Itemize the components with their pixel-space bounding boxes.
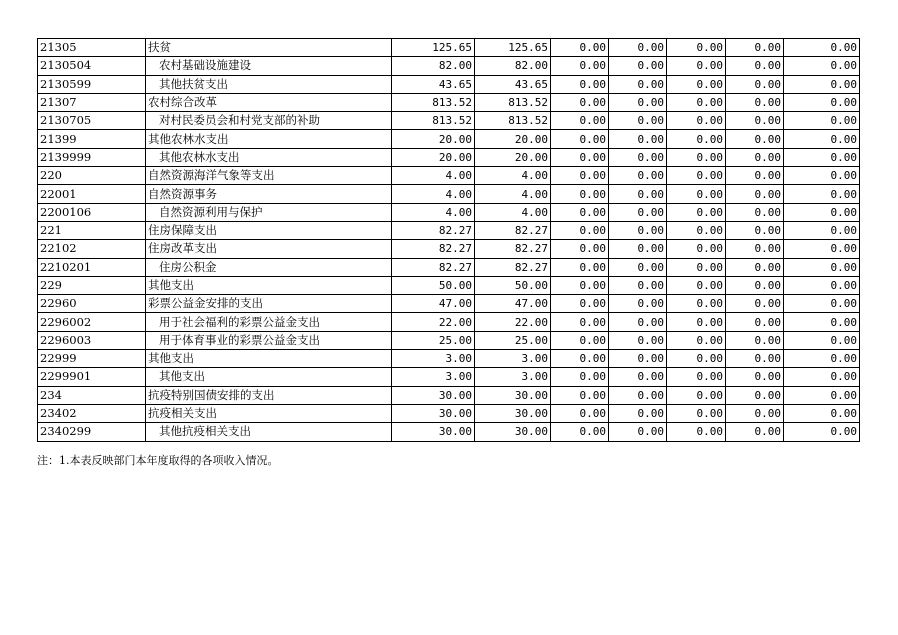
subject-name-cell: 住房保障支出 [146,221,392,239]
subject-code-cell: 21307 [38,93,146,111]
amount-cell: 0.00 [667,185,726,203]
amount-cell: 4.00 [392,185,475,203]
amount-cell: 0.00 [784,331,860,349]
amount-cell: 0.00 [784,423,860,441]
subject-code-cell: 2130705 [38,112,146,130]
amount-cell: 3.00 [392,368,475,386]
amount-cell: 3.00 [475,350,551,368]
amount-cell: 0.00 [667,221,726,239]
subject-name-cell: 自然资源事务 [146,185,392,203]
amount-cell: 0.00 [726,423,784,441]
amount-cell: 4.00 [475,203,551,221]
amount-cell: 20.00 [392,130,475,148]
subject-name-cell: 其他支出 [146,276,392,294]
amount-cell: 0.00 [784,93,860,111]
amount-cell: 0.00 [609,276,667,294]
subject-code-cell: 234 [38,386,146,404]
amount-cell: 0.00 [726,331,784,349]
table-row [38,130,860,148]
amount-cell: 30.00 [392,386,475,404]
amount-cell: 0.00 [609,386,667,404]
amount-cell: 0.00 [667,276,726,294]
subject-name-cell: 其他抗疫相关支出 [146,423,392,441]
amount-cell: 0.00 [784,39,860,57]
amount-cell: 813.52 [475,112,551,130]
subject-code-cell: 21305 [38,39,146,57]
subject-name-cell: 扶贫 [146,39,392,57]
amount-cell: 0.00 [551,221,609,239]
amount-cell: 0.00 [784,404,860,422]
amount-cell: 0.00 [609,350,667,368]
amount-cell: 0.00 [551,258,609,276]
table-row [38,423,860,441]
amount-cell: 0.00 [667,368,726,386]
amount-cell: 0.00 [551,185,609,203]
amount-cell: 0.00 [784,295,860,313]
table-row [38,313,860,331]
table-row [38,295,860,313]
amount-cell: 0.00 [551,350,609,368]
subject-name-cell: 抗疫特别国债安排的支出 [146,386,392,404]
amount-cell: 0.00 [784,386,860,404]
amount-cell: 0.00 [784,313,860,331]
table-row [38,240,860,258]
amount-cell: 0.00 [609,423,667,441]
amount-cell: 43.65 [475,75,551,93]
amount-cell: 0.00 [551,130,609,148]
amount-cell: 0.00 [784,240,860,258]
amount-cell: 0.00 [551,39,609,57]
subject-code-cell: 2210201 [38,258,146,276]
amount-cell: 82.00 [475,57,551,75]
amount-cell: 0.00 [609,130,667,148]
amount-cell: 0.00 [667,295,726,313]
amount-cell: 0.00 [667,93,726,111]
amount-cell: 0.00 [726,185,784,203]
table-row [38,350,860,368]
table-row [38,148,860,166]
amount-cell: 0.00 [726,203,784,221]
amount-cell: 0.00 [667,386,726,404]
subject-name-cell: 用于体育事业的彩票公益金支出 [146,331,392,349]
amount-cell: 0.00 [667,130,726,148]
amount-cell: 0.00 [784,167,860,185]
amount-cell: 0.00 [667,39,726,57]
amount-cell: 47.00 [392,295,475,313]
amount-cell: 25.00 [392,331,475,349]
amount-cell: 813.52 [392,112,475,130]
amount-cell: 0.00 [667,203,726,221]
footnote: 注：1.本表反映部门本年度取得的各项收入情况。 [37,454,279,467]
amount-cell: 0.00 [609,404,667,422]
amount-cell: 20.00 [475,148,551,166]
amount-cell: 0.00 [609,148,667,166]
amount-cell: 0.00 [551,93,609,111]
amount-cell: 0.00 [667,404,726,422]
subject-code-cell: 229 [38,276,146,294]
subject-code-cell: 2139999 [38,148,146,166]
amount-cell: 0.00 [609,93,667,111]
amount-cell: 0.00 [551,148,609,166]
amount-cell: 0.00 [667,240,726,258]
amount-cell: 0.00 [609,57,667,75]
amount-cell: 0.00 [726,57,784,75]
amount-cell: 125.65 [475,39,551,57]
amount-cell: 813.52 [475,93,551,111]
amount-cell: 0.00 [726,295,784,313]
amount-cell: 30.00 [475,404,551,422]
amount-cell: 82.27 [392,240,475,258]
table-row [38,404,860,422]
amount-cell: 22.00 [392,313,475,331]
table-row [38,368,860,386]
table-row [38,386,860,404]
table-row [38,221,860,239]
amount-cell: 0.00 [609,167,667,185]
amount-cell: 50.00 [392,276,475,294]
amount-cell: 0.00 [667,112,726,130]
amount-cell: 43.65 [392,75,475,93]
subject-code-cell: 2200106 [38,203,146,221]
subject-name-cell: 对村民委员会和村党支部的补助 [146,112,392,130]
table-row [38,185,860,203]
amount-cell: 0.00 [551,75,609,93]
amount-cell: 0.00 [551,295,609,313]
table-row [38,39,860,57]
subject-name-cell: 用于社会福利的彩票公益金支出 [146,313,392,331]
amount-cell: 0.00 [726,130,784,148]
amount-cell: 0.00 [551,276,609,294]
amount-cell: 0.00 [609,258,667,276]
amount-cell: 22.00 [475,313,551,331]
amount-cell: 0.00 [726,313,784,331]
amount-cell: 0.00 [551,368,609,386]
subject-name-cell: 住房公积金 [146,258,392,276]
amount-cell: 0.00 [609,185,667,203]
amount-cell: 25.00 [475,331,551,349]
subject-code-cell: 21399 [38,130,146,148]
amount-cell: 0.00 [784,185,860,203]
amount-cell: 0.00 [667,423,726,441]
subject-name-cell: 其他支出 [146,350,392,368]
subject-code-cell: 2130599 [38,75,146,93]
subject-name-cell: 抗疫相关支出 [146,404,392,422]
amount-cell: 0.00 [667,75,726,93]
amount-cell: 4.00 [392,167,475,185]
table-body [38,39,860,442]
amount-cell: 0.00 [726,276,784,294]
amount-cell: 82.27 [475,240,551,258]
amount-cell: 0.00 [784,258,860,276]
amount-cell: 0.00 [784,148,860,166]
subject-name-cell: 其他扶贫支出 [146,75,392,93]
amount-cell: 0.00 [726,240,784,258]
amount-cell: 0.00 [726,75,784,93]
table-row [38,258,860,276]
amount-cell: 0.00 [551,57,609,75]
amount-cell: 0.00 [609,331,667,349]
subject-name-cell: 其他支出 [146,368,392,386]
amount-cell: 4.00 [392,203,475,221]
amount-cell: 0.00 [726,350,784,368]
subject-name-cell: 其他农林水支出 [146,130,392,148]
amount-cell: 0.00 [667,350,726,368]
amount-cell: 0.00 [609,75,667,93]
amount-cell: 0.00 [726,368,784,386]
table-row [38,276,860,294]
subject-code-cell: 221 [38,221,146,239]
amount-cell: 0.00 [726,93,784,111]
amount-cell: 0.00 [784,221,860,239]
table-row [38,75,860,93]
amount-cell: 0.00 [551,112,609,130]
amount-cell: 125.65 [392,39,475,57]
subject-code-cell: 22001 [38,185,146,203]
amount-cell: 30.00 [475,423,551,441]
table-row [38,167,860,185]
amount-cell: 30.00 [392,423,475,441]
amount-cell: 82.00 [392,57,475,75]
amount-cell: 0.00 [726,258,784,276]
amount-cell: 0.00 [784,112,860,130]
subject-code-cell: 2130504 [38,57,146,75]
subject-code-cell: 23402 [38,404,146,422]
amount-cell: 82.27 [475,221,551,239]
amount-cell: 0.00 [609,313,667,331]
amount-cell: 47.00 [475,295,551,313]
amount-cell: 0.00 [609,112,667,130]
subject-code-cell: 22999 [38,350,146,368]
amount-cell: 0.00 [726,404,784,422]
amount-cell: 4.00 [475,167,551,185]
amount-cell: 0.00 [551,404,609,422]
amount-cell: 813.52 [392,93,475,111]
amount-cell: 0.00 [667,148,726,166]
amount-cell: 0.00 [784,276,860,294]
amount-cell: 82.27 [392,221,475,239]
amount-cell: 0.00 [551,386,609,404]
table-row [38,93,860,111]
amount-cell: 82.27 [392,258,475,276]
amount-cell: 0.00 [726,39,784,57]
amount-cell: 0.00 [551,331,609,349]
subject-code-cell: 220 [38,167,146,185]
subject-code-cell: 22960 [38,295,146,313]
amount-cell: 3.00 [475,368,551,386]
subject-code-cell: 2340299 [38,423,146,441]
subject-name-cell: 农村综合改革 [146,93,392,111]
amount-cell: 0.00 [667,167,726,185]
amount-cell: 4.00 [475,185,551,203]
amount-cell: 0.00 [609,368,667,386]
amount-cell: 0.00 [784,368,860,386]
amount-cell: 30.00 [475,386,551,404]
amount-cell: 0.00 [667,313,726,331]
table-row [38,112,860,130]
amount-cell: 50.00 [475,276,551,294]
amount-cell: 0.00 [551,313,609,331]
amount-cell: 0.00 [609,203,667,221]
amount-cell: 0.00 [609,295,667,313]
amount-cell: 0.00 [551,167,609,185]
amount-cell: 0.00 [784,130,860,148]
amount-cell: 0.00 [551,203,609,221]
subject-name-cell: 自然资源海洋气象等支出 [146,167,392,185]
amount-cell: 0.00 [784,350,860,368]
table-row [38,203,860,221]
amount-cell: 0.00 [609,240,667,258]
amount-cell: 0.00 [551,423,609,441]
amount-cell: 0.00 [609,39,667,57]
subject-code-cell: 2296003 [38,331,146,349]
amount-cell: 0.00 [667,331,726,349]
subject-code-cell: 22102 [38,240,146,258]
amount-cell: 0.00 [784,75,860,93]
amount-cell: 20.00 [392,148,475,166]
subject-name-cell: 住房改革支出 [146,240,392,258]
amount-cell: 0.00 [726,221,784,239]
subject-code-cell: 2299901 [38,368,146,386]
subject-name-cell: 农村基础设施建设 [146,57,392,75]
amount-cell: 0.00 [784,57,860,75]
subject-name-cell: 彩票公益金安排的支出 [146,295,392,313]
amount-cell: 0.00 [551,240,609,258]
table-row [38,331,860,349]
amount-cell: 0.00 [726,148,784,166]
amount-cell: 0.00 [667,258,726,276]
amount-cell: 0.00 [726,112,784,130]
amount-cell: 0.00 [784,203,860,221]
amount-cell: 0.00 [609,221,667,239]
amount-cell: 30.00 [392,404,475,422]
amount-cell: 0.00 [726,386,784,404]
amount-cell: 82.27 [475,258,551,276]
subject-name-cell: 其他农林水支出 [146,148,392,166]
subject-name-cell: 自然资源利用与保护 [146,203,392,221]
budget-table [37,38,860,442]
amount-cell: 0.00 [726,167,784,185]
table-row [38,57,860,75]
subject-code-cell: 2296002 [38,313,146,331]
amount-cell: 20.00 [475,130,551,148]
amount-cell: 0.00 [667,57,726,75]
amount-cell: 3.00 [392,350,475,368]
